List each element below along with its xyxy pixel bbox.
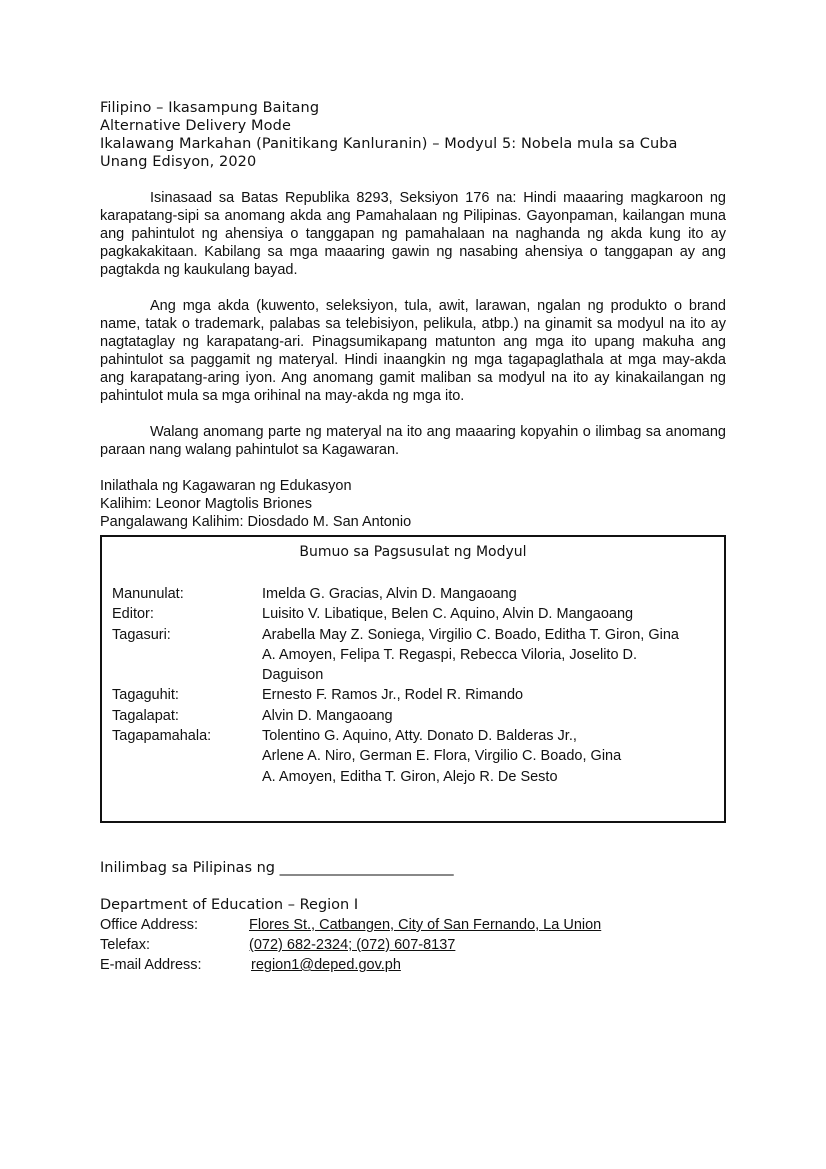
deped-region-title: Department of Education – Region I — [100, 897, 359, 913]
email-link[interactable]: region1@deped.gov.ph — [251, 957, 401, 973]
credit-role: Manunulat: — [112, 586, 184, 602]
office-address-row — [100, 915, 601, 935]
publisher-block — [100, 477, 726, 531]
module-title-line: Ikalawang Markahan (Panitikang Kanluranin) – Modyul 5: Nobela mula sa Cuba — [100, 136, 678, 152]
credit-row — [112, 726, 712, 787]
telefax-row — [100, 935, 601, 955]
module-header — [100, 99, 726, 171]
credit-names: Imelda G. Gracias, Alvin D. Mangaoang — [262, 586, 517, 602]
credit-row — [112, 706, 712, 726]
telefax-label: Telefax: — [100, 937, 150, 953]
office-address-value: Flores St., Catbangen, City of San Fernando, La Union — [249, 917, 602, 933]
credits-box — [100, 535, 726, 823]
credit-role: Tagasuri: — [112, 626, 171, 643]
deped-contact-block — [100, 895, 601, 975]
telefax-value: (072) 682-2324; (072) 607-8137 — [249, 937, 456, 953]
copyright-page — [100, 99, 726, 531]
credit-role: Tagapamahala: — [112, 728, 212, 745]
credit-row — [112, 584, 712, 604]
copyright-paragraph-2: Ang mga akda (kuwento, seleksiyon, tula, awit, larawan, ngalan ng produkto o brand name, tatak o trademark, palabas sa telebisiyon, pelikula, atbp.) na ginamit sa modyul na ito ay nagtataglay ng karapatang-ari. Pinagsumikapang matunton ang mga ito upang makuha ang pahintulot sa paggamit ng materyal. Hindi inaangkin ng mga tagapaglathala at mga may-akda ang karapatang-aring iyon. Ang anomang gamit maliban sa modyul na ito ay kinakailangan ng pahintulot mula sa mga orihinal na may-akda ng mga ito. — [100, 298, 726, 404]
edition-line: Unang Edisyon, 2020 — [100, 154, 257, 170]
credit-names: Tolentino G. Aquino, Atty. Donato D. Balderas Jr., Arlene A. Niro, German E. Flora, Virgilio C. Boado, Gina A. Amoyen, Editha T. Giron, Alejo R. De Sesto — [262, 728, 622, 785]
credit-role: Tagaguhit: — [112, 687, 179, 704]
grade-line: Filipino – Ikasampung Baitang — [100, 100, 320, 116]
printed-in-line: Inilimbag sa Pilipinas ng ________________________ — [100, 860, 454, 876]
credit-row — [112, 625, 712, 686]
credit-names: Alvin D. Mangaoang — [262, 707, 393, 724]
undersecretary-line: Pangalawang Kalihim: Diosdado M. San Antonio — [100, 514, 412, 530]
credit-row — [112, 685, 712, 705]
delivery-mode-line: Alternative Delivery Mode — [100, 118, 291, 134]
email-row — [100, 955, 601, 975]
office-address-label: Office Address: — [100, 917, 199, 933]
credit-role: Editor: — [112, 606, 154, 623]
credits-title: Bumuo sa Pagsusulat ng Modyul — [299, 544, 527, 560]
credit-row — [112, 604, 712, 624]
publisher-line: Inilathala ng Kagawaran ng Edukasyon — [100, 478, 352, 494]
secretary-line: Kalihim: Leonor Magtolis Briones — [100, 496, 312, 512]
email-label: E-mail Address: — [100, 957, 202, 973]
copyright-paragraph-3: Walang anomang parte ng materyal na ito ang maaaring kopyahin o ilimbag sa anomang paraan nang walang pahintulot sa Kagawaran. — [100, 424, 726, 458]
copyright-paragraph-1: Isinasaad sa Batas Republika 8293, Seksiyon 176 na: Hindi maaaring magkaroon ng karapatang-sipi sa anomang akda ang Pamahalaan ng Pilipinas. Gayonpaman, kailangan muna ang pahintulot ng ahensiya o tanggapan ng pamahalaan na naghanda ng akda kung ito ay pagkakakitaan. Kabilang sa mga maaaring gawin ng nasabing ahensiya o tanggapan ay ang pagtakda ng kaukulang bayad. — [100, 190, 726, 278]
credit-role: Tagalapat: — [112, 707, 179, 724]
credits-list — [112, 584, 712, 787]
credit-names: Luisito V. Libatique, Belen C. Aquino, Alvin D. Mangaoang — [262, 606, 634, 623]
credit-names: Arabella May Z. Soniega, Virgilio C. Boado, Editha T. Giron, Gina A. Amoyen, Felipa T. Regaspi, Rebecca Viloria, Joselito D. Daguison — [262, 626, 679, 684]
credit-names: Ernesto F. Ramos Jr., Rodel R. Rimando — [262, 687, 524, 704]
